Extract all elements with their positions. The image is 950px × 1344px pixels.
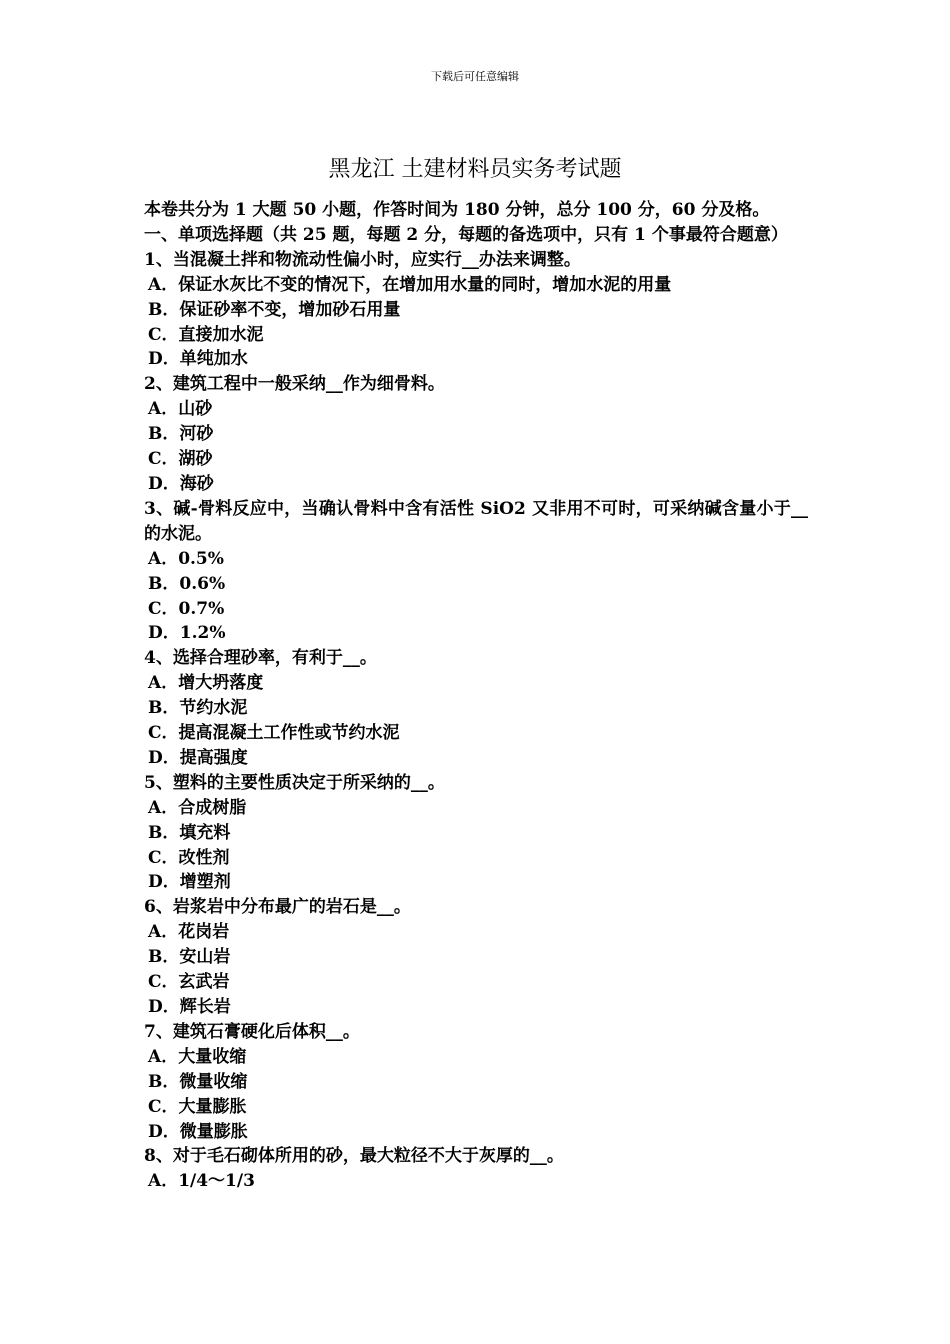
answer-option: A．山砂 [148,399,213,420]
header-note: 下载后可任意编辑 [431,70,519,83]
answer-option: C．湖砂 [148,449,213,470]
answer-option: D．提高强度 [148,747,248,768]
page-title: 黑龙江 土建材料员实务考试题 [328,157,622,182]
question-7 [144,1020,808,1145]
question-stem: 8、对于毛石砌体所用的砂，最大粒径不大于灰厚的__。 [144,1146,564,1167]
answer-option: A．保证水灰比不变的情况下，在增加用水量的同时，增加水泥的用量 [148,274,672,295]
question-stem: 6、岩浆岩中分布最广的岩石是__。 [144,897,411,918]
section-heading: 一、单项选择题（共 25 题，每题 2 分，每题的备选项中，只有 1 个事最符合题意） [144,224,788,245]
question-3 [144,497,808,646]
question-4 [144,646,808,771]
answer-option: A．大量收缩 [148,1046,247,1067]
question-1 [144,248,808,373]
answer-option: B．微量收缩 [148,1071,248,1092]
answer-option: B．节约水泥 [148,698,248,719]
answer-option: C．改性剂 [148,847,230,868]
answer-option: C．玄武岩 [148,972,230,993]
question-2 [144,372,808,497]
exam-intro: 本卷共分为 1 大题 50 小题，作答时间为 180 分钟，总分 100 分，60 分及格。 [144,200,770,220]
answer-option: B．填充料 [148,822,231,843]
answer-option: C．大量膨胀 [148,1096,247,1117]
question-stem: 7、建筑石膏硬化后体积__。 [144,1021,360,1042]
question-6 [144,895,808,1020]
document-body [144,198,808,1194]
answer-option: D．1.2% [148,623,226,644]
question-stem: 3、碱-骨料反应中，当确认骨料中含有活性 SiO2 又非用不可时，可采纳碱含量小于__的水泥。 [144,498,808,544]
answer-option: D．微量膨胀 [148,1121,248,1142]
answer-option: B．0.6% [148,573,226,594]
answer-option: A．增大坍落度 [148,673,264,694]
answer-option: B．安山岩 [148,947,231,968]
question-5 [144,771,808,896]
answer-option: D．海砂 [148,473,214,494]
answer-option: C．直接加水泥 [148,324,264,345]
answer-option: C．提高混凝土工作性或节约水泥 [148,723,400,744]
question-stem: 5、塑料的主要性质决定于所采纳的__。 [144,772,445,793]
answer-option: A．1/4～1/3 [148,1171,255,1192]
answer-option: C．0.7% [148,598,225,619]
question-stem: 1、当混凝土拌和物流动性偏小时，应实行__办法来调整。 [144,249,581,270]
question-list [144,248,808,1194]
question-stem: 2、建筑工程中一般采纳__作为细骨料。 [144,374,445,395]
answer-option: B．河砂 [148,424,214,445]
answer-option: A．0.5% [148,548,224,569]
question-8 [144,1144,808,1194]
answer-option: D．单纯加水 [148,349,248,370]
answer-option: D．辉长岩 [148,997,231,1017]
answer-option: A．花岗岩 [148,922,230,943]
answer-option: A．合成树脂 [148,797,247,818]
answer-option: D．增塑剂 [148,872,231,893]
question-stem: 4、选择合理砂率，有利于__。 [144,648,377,669]
answer-option: B．保证砂率不变，增加砂石用量 [148,299,401,320]
